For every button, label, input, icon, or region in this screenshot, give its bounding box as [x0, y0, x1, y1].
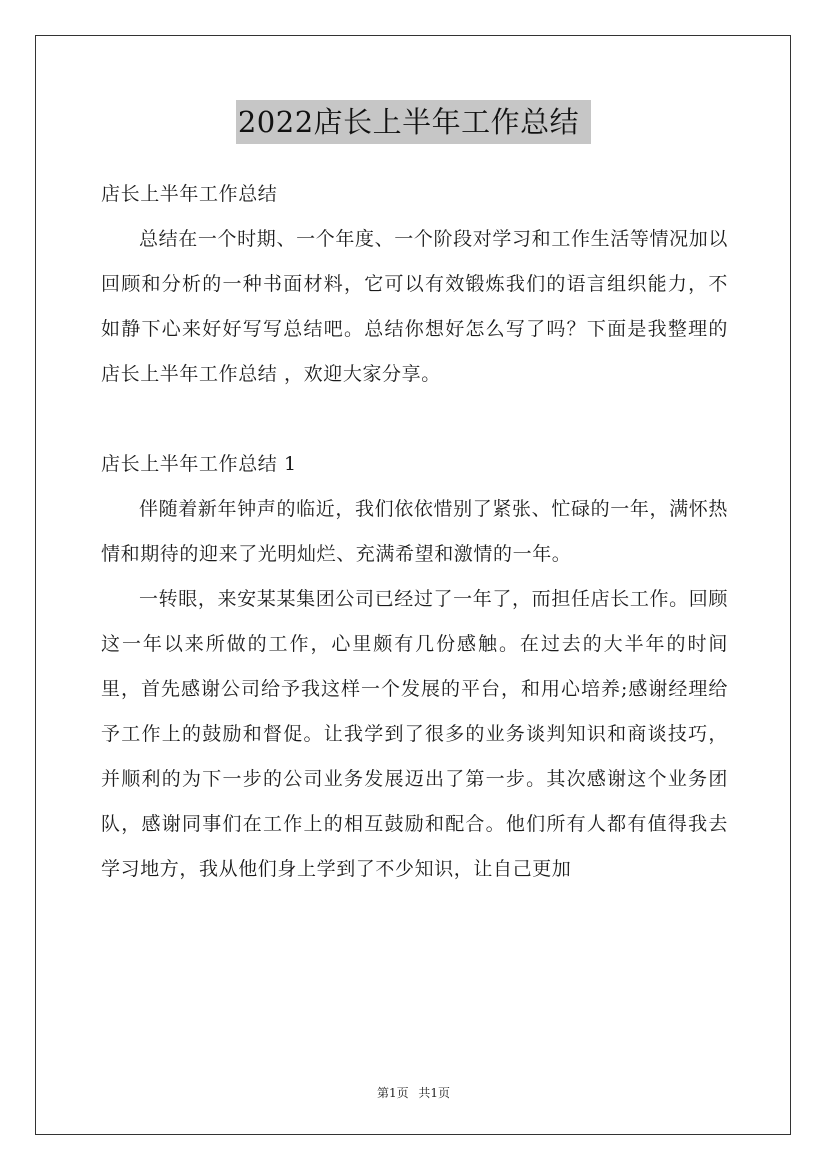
page-total: 共1页: [418, 1086, 451, 1100]
intro-paragraph: 总结在一个时期、一个年度、一个阶段对学习和工作生活等情况加以回顾和分析的一种书面材料，它可以有效锻炼我们的语言组织能力，不如静下心来好好写写总结吧。总结你想好怎么写了吗？下面是我整理的店长上半年工作总结 ，欢迎大家分享。: [101, 228, 728, 385]
document-title: 2022店长上半年工作总结: [236, 100, 591, 144]
section-heading-1: 店长上半年工作总结 1: [101, 453, 297, 475]
section-heading: 店长上半年工作总结: [101, 183, 278, 205]
body-paragraph-1: 伴随着新年钟声的临近，我们依依惜别了紧张、忙碌的一年，满怀热情和期待的迎来了光明灿烂、充满希望和激情的一年。: [101, 498, 728, 565]
page-number: 第1页: [376, 1086, 409, 1100]
title-container: [0, 100, 827, 144]
document-body: [101, 172, 728, 892]
body-paragraph-2: 一转眼，来安某某集团公司已经过了一年了，而担任店长工作。回顾这一年以来所做的工作，心里颇有几份感触。在过去的大半年的时间里，首先感谢公司给予我这样一个发展的平台，和用心培养;感谢经理给予工作上的鼓励和督促。让我学到了很多的业务谈判知识和商谈技巧，并顺利的为下一步的公司业务发展迈出了第一步。其次感谢这个业务团队，感谢同事们在工作上的相互鼓励和配合。他们所有人都有值得我去学习地方，我从他们身上学到了不少知识，让自己更加: [101, 588, 728, 880]
page-footer: [0, 1083, 827, 1103]
